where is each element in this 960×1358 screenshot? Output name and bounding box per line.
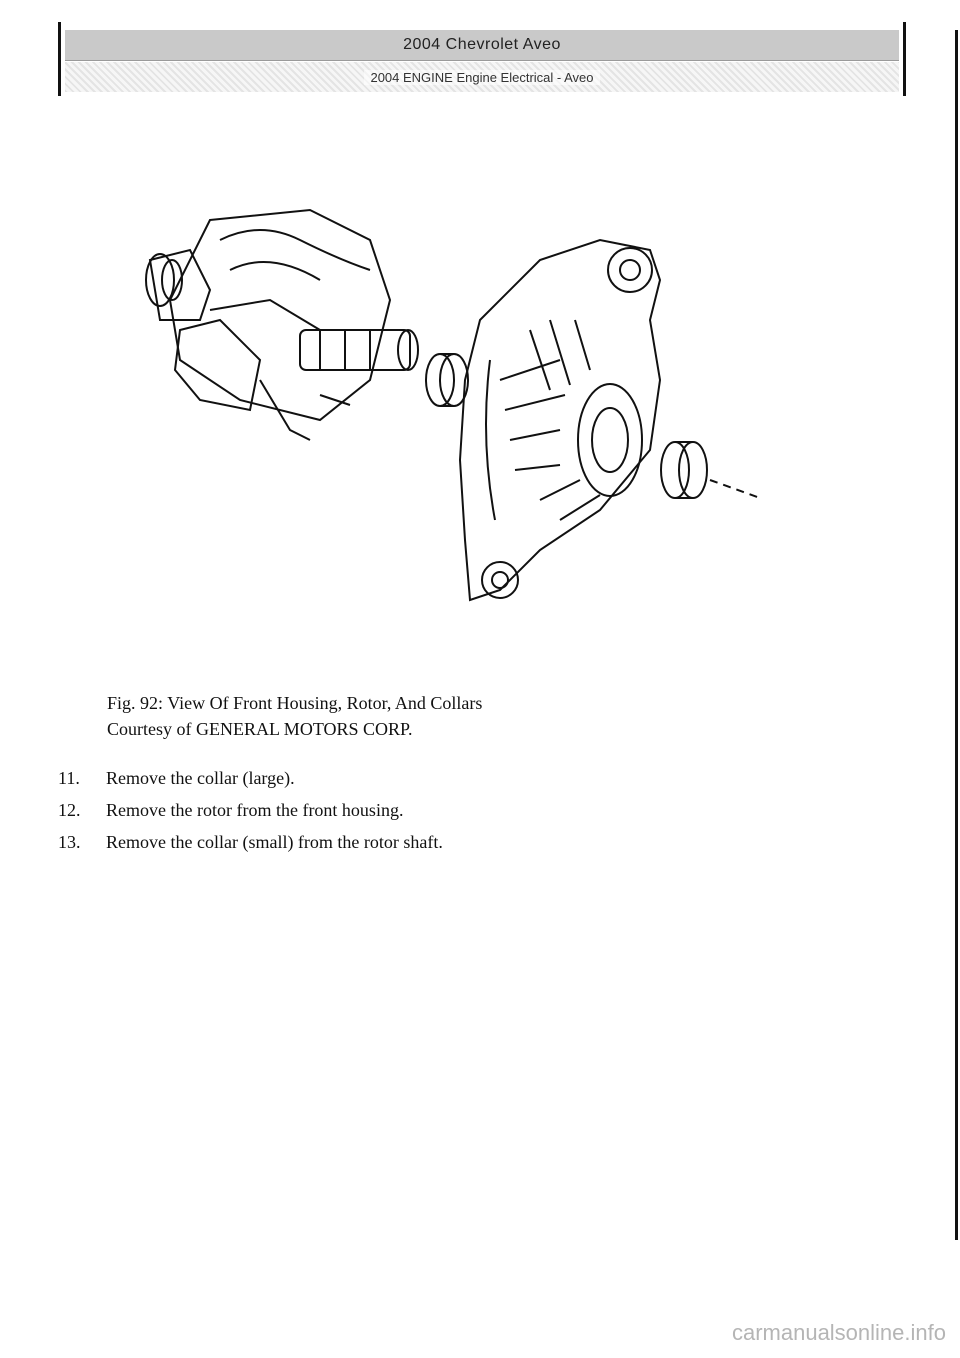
step-number: 11. [58, 767, 80, 788]
collar-large [426, 354, 468, 406]
document-subtitle [65, 62, 899, 92]
document-title: 2004 Chevrolet Aveo [65, 30, 899, 61]
rotor-assembly [146, 210, 418, 440]
step-number: 13. [58, 831, 81, 852]
figure-caption [107, 690, 482, 742]
document-subtitle-text: 2004 ENGINE Engine Electrical - Aveo [364, 70, 599, 85]
step-number: 12. [58, 799, 81, 820]
list-item [58, 762, 443, 794]
figure-caption-credit: Courtesy of GENERAL MOTORS CORP. [107, 719, 413, 739]
shaft-axis-line [710, 480, 760, 498]
step-text: Remove the collar (large). [106, 767, 295, 788]
front-housing [460, 240, 660, 600]
page-header [58, 22, 906, 96]
step-text: Remove the collar (small) from the rotor shaft. [106, 831, 443, 852]
figure-caption-title: Fig. 92: View Of Front Housing, Rotor, And Collars [107, 693, 483, 713]
list-item [58, 794, 443, 826]
site-watermark: carmanualsonline.info [731, 1320, 946, 1345]
page-right-border [955, 30, 958, 1240]
rotor-housing-illustration [120, 180, 800, 640]
step-text: Remove the rotor from the front housing. [106, 799, 404, 820]
procedure-steps [58, 762, 443, 858]
list-item [58, 826, 443, 858]
collar-small [661, 442, 707, 498]
